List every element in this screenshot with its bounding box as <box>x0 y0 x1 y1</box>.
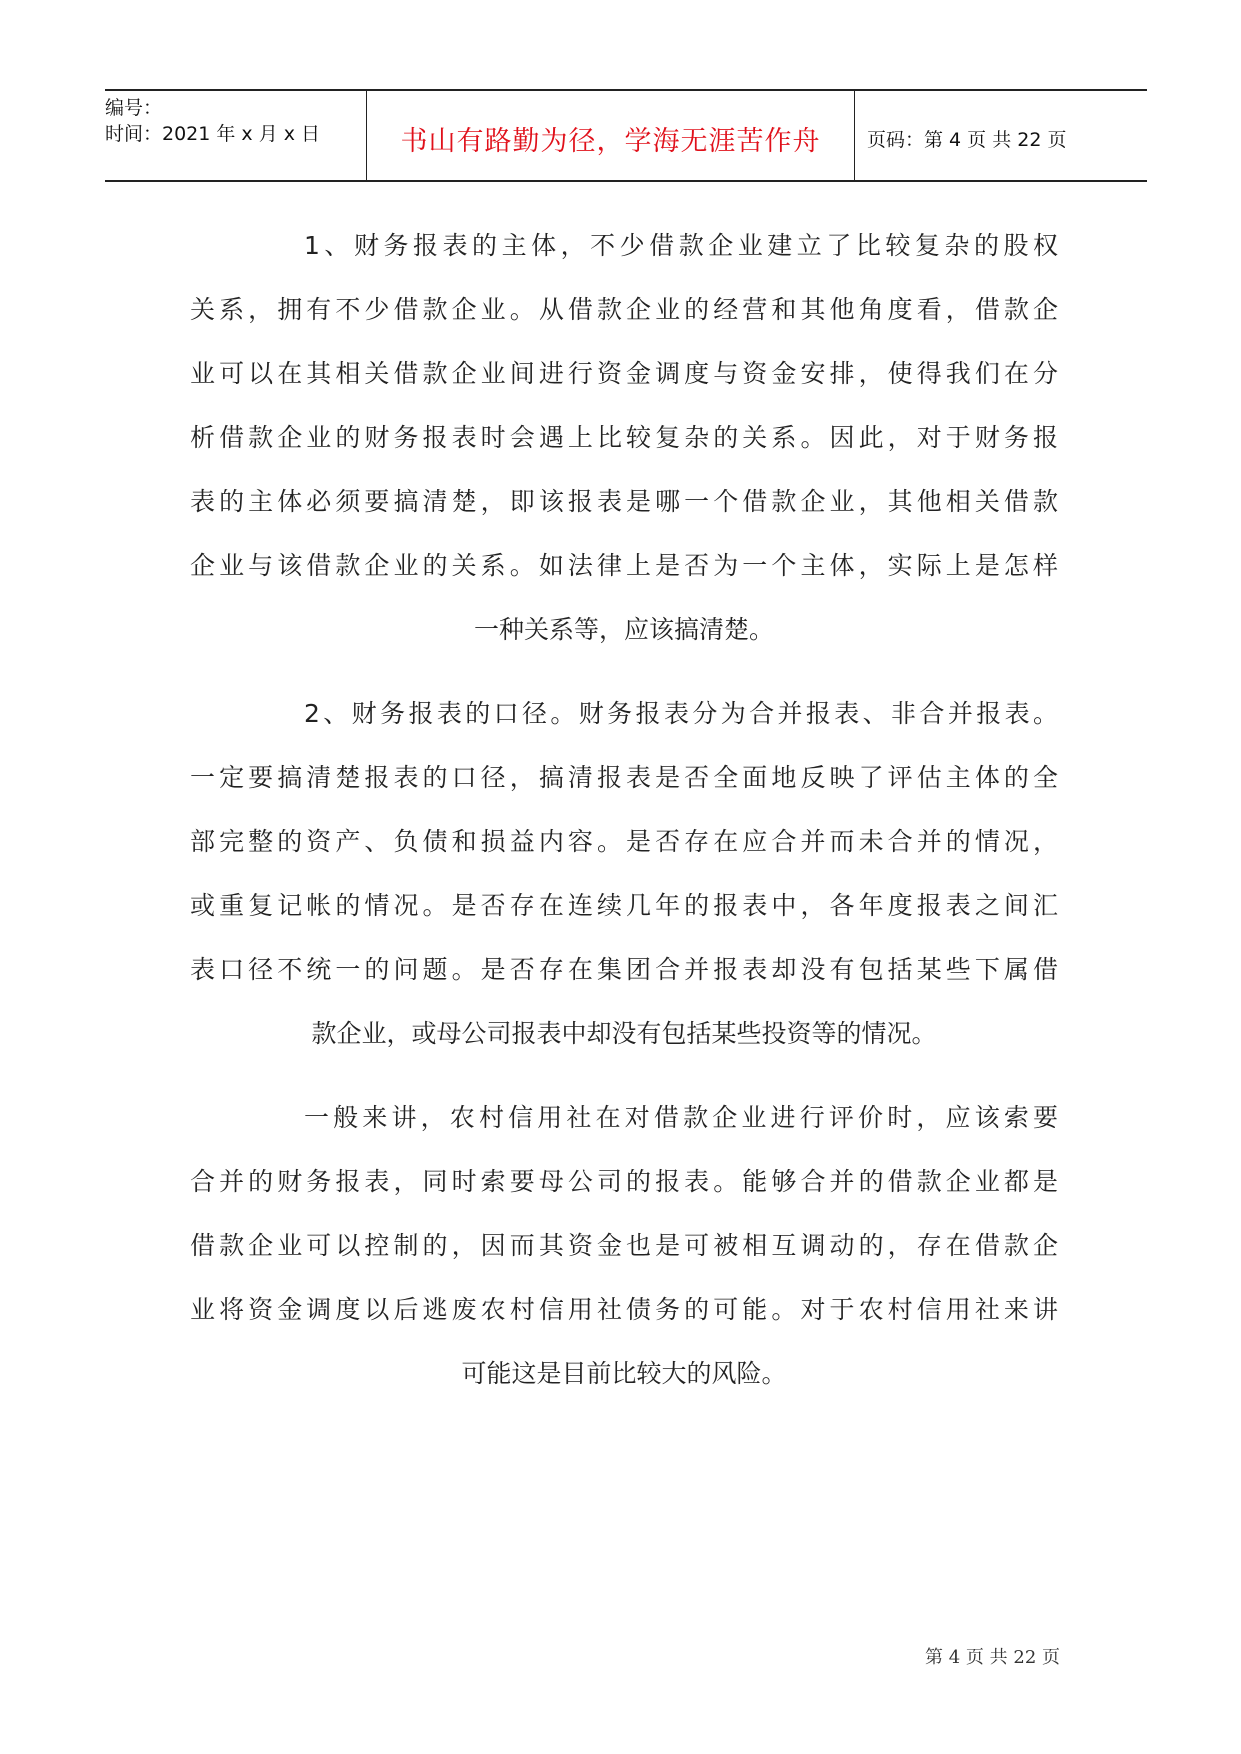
paragraph-2-line-6: 款企业，或母公司报表中却没有包括某些投资等的情况。 <box>311 1019 937 1048</box>
paragraph-3-line-4: 业将资金调度以后逃废农村信用社债务的可能。对于农村信用社来讲 <box>190 1295 1058 1324</box>
paragraph-1-line-5: 表的主体必须要搞清楚，即该报表是哪一个借款企业，其他相关借款 <box>190 487 1058 516</box>
paragraph-2-line-5: 表口径不统一的问题。是否存在集团合并报表却没有包括某些下属借 <box>190 955 1058 984</box>
paragraph-3-line-5: 可能这是目前比较大的风险。 <box>461 1359 787 1388</box>
paragraph-2-line-3: 部完整的资产、负债和损益内容。是否存在应合并而未合并的情况， <box>190 827 1058 856</box>
page-header <box>105 89 1147 182</box>
header-page-label: 页码：第 4 页 共 22 页 <box>867 129 1067 151</box>
header-info-cell <box>105 91 367 180</box>
paragraph-1-line-7: 一种关系等，应该搞清楚。 <box>473 615 774 644</box>
paragraph-3-line-2: 合并的财务报表，同时索要母公司的报表。能够合并的借款企业都是 <box>190 1167 1058 1196</box>
header-motto-cell <box>367 91 855 180</box>
paragraph-2-line-2: 一定要搞清楚报表的口径，搞清报表是否全面地反映了评估主体的全 <box>190 763 1058 792</box>
header-page-cell <box>855 91 1147 180</box>
document-time-label: 时间：2021 年 x 月 x 日 <box>105 123 321 145</box>
paragraph-2-line-4: 或重复记帐的情况。是否存在连续几年的报表中，各年度报表之间汇 <box>190 891 1058 920</box>
paragraph-1-line-1: 1、财务报表的主体，不少借款企业建立了比较复杂的股权 <box>304 231 1058 260</box>
paragraph-1-line-3: 业可以在其相关借款企业间进行资金调度与资金安排，使得我们在分 <box>190 359 1058 388</box>
paragraph-3-line-3: 借款企业可以控制的，因而其资金也是可被相互调动的，存在借款企 <box>190 1231 1058 1260</box>
paragraph-1-line-2: 关系，拥有不少借款企业。从借款企业的经营和其他角度看，借款企 <box>190 295 1058 324</box>
paragraph-1-line-6: 企业与该借款企业的关系。如法律上是否为一个主体，实际上是怎样 <box>190 551 1058 580</box>
paragraph-2-line-1: 2、财务报表的口径。财务报表分为合并报表、非合并报表。 <box>304 699 1058 728</box>
header-motto: 书山有路勤为径，学海无涯苦作舟 <box>400 126 821 157</box>
paragraph-1-line-4: 析借款企业的财务报表时会遇上比较复杂的关系。因此，对于财务报 <box>190 423 1058 452</box>
document-number-label: 编号： <box>105 97 163 119</box>
page-footer-number: 第 4 页 共 22 页 <box>925 1647 1060 1668</box>
paragraph-3-line-1: 一般来讲，农村信用社在对借款企业进行评价时，应该索要 <box>304 1103 1058 1132</box>
